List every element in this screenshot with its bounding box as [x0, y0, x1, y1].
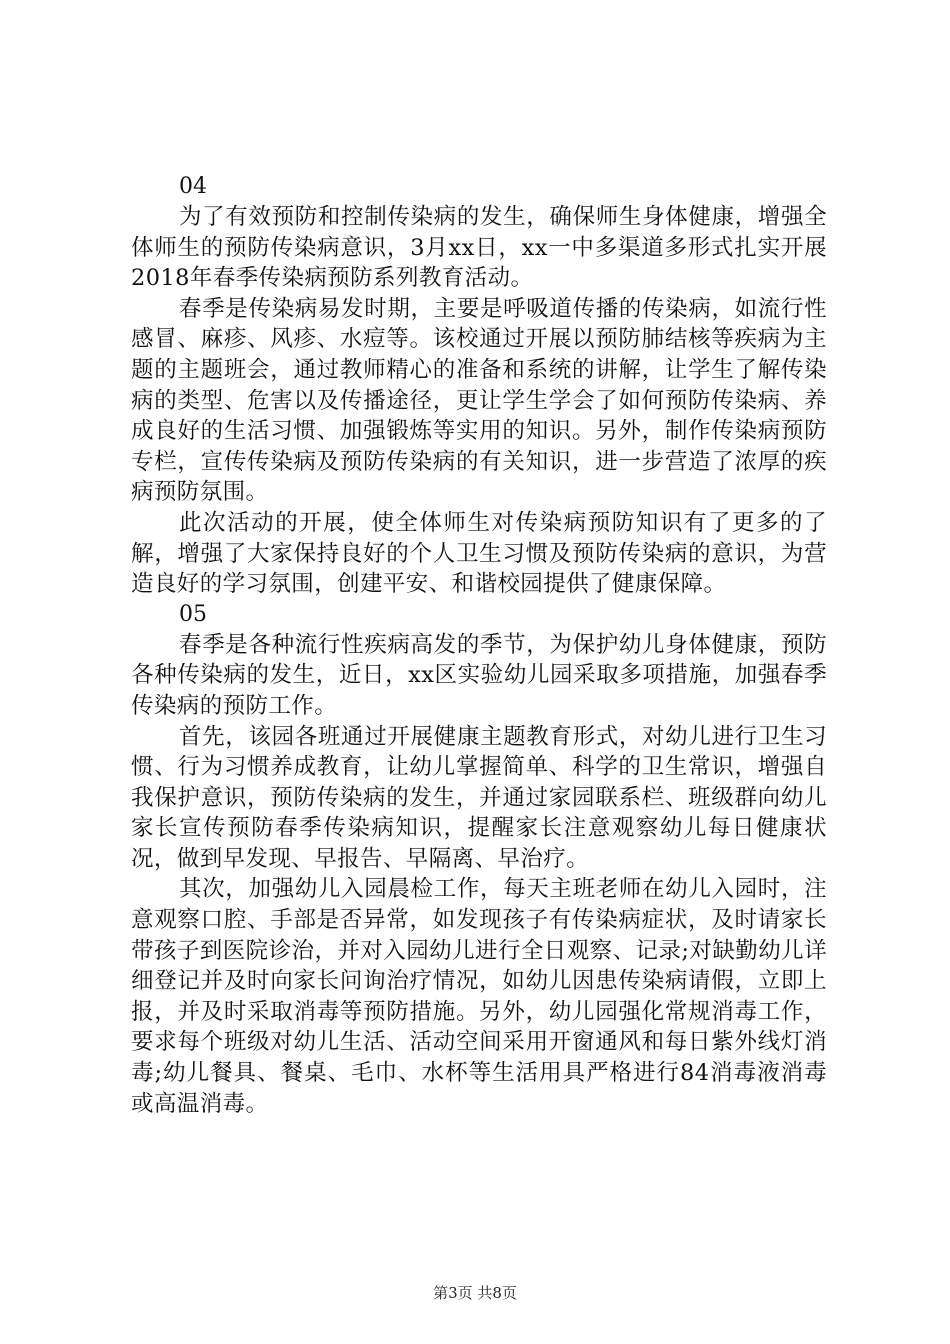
paragraph: 春季是各种流行性疾病高发的季节，为保护幼儿身体健康，预防各种传染病的发生，近日，xx区实验幼儿园采取多项措施，加强春季传染病的预防工作。 — [131, 631, 827, 719]
page-footer: 第3页 共8页 — [433, 1284, 517, 1302]
section-number-05: 05 — [179, 601, 207, 627]
paragraph: 春季是传染病易发时期，主要是呼吸道传播的传染病，如流行性感冒、麻疹、风疹、水痘等。该校通过开展以预防肺结核等疾病为主题的主题班会，通过教师精心的准备和系统的讲解，让学生了解传染病的类型、危害以及传播途径，更让学生学会了如何预防传染病、养成良好的生活习惯、加强锻炼等实用的知识。另外，制作传染病预防专栏，宣传传染病及预防传染病的有关知识，进一步营造了浓厚的疾病预防氛围。 — [131, 295, 827, 506]
document-body — [131, 172, 827, 1119]
paragraph: 为了有效预防和控制传染病的发生，确保师生身体健康，增强全体师生的预防传染病意识，3月xx日，xx一中多渠道多形式扎实开展2018年春季传染病预防系列教育活动。 — [131, 204, 827, 292]
section-number-04: 04 — [179, 174, 207, 199]
paragraph: 此次活动的开展，使全体师生对传染病预防知识有了更多的了解，增强了大家保持良好的个人卫生习惯及预防传染病的意识，为营造良好的学习氛围，创建平安、和谐校园提供了健康保障。 — [131, 509, 827, 598]
paragraph: 其次，加强幼儿入园晨检工作，每天主班老师在幼儿入园时，注意观察口腔、手部是否异常，如发现孩子有传染病症状，及时请家长带孩子到医院诊治，并对入园幼儿进行全日观察、记录;对缺勤幼儿详细登记并及时向家长问询治疗情况，如幼儿因患传染病请假，立即上报，并及时采取消毒等预防措施。另外，幼儿园强化常规消毒工作，要求每个班级对幼儿生活、活动空间采用开窗通风和每日紫外线灯消毒;幼儿餐具、餐桌、毛巾、水杯等生活用具严格进行84消毒液消毒或高温消毒。 — [131, 876, 827, 1117]
paragraph: 首先，该园各班通过开展健康主题教育形式，对幼儿进行卫生习惯、行为习惯养成教育，让幼儿掌握简单、科学的卫生常识，增强自我保护意识，预防传染病的发生，并通过家园联系栏、班级群向幼儿家长宣传预防春季传染病知识，提醒家长注意观察幼儿每日健康状况，做到早发现、早报告、早隔离、早治疗。 — [131, 723, 827, 872]
